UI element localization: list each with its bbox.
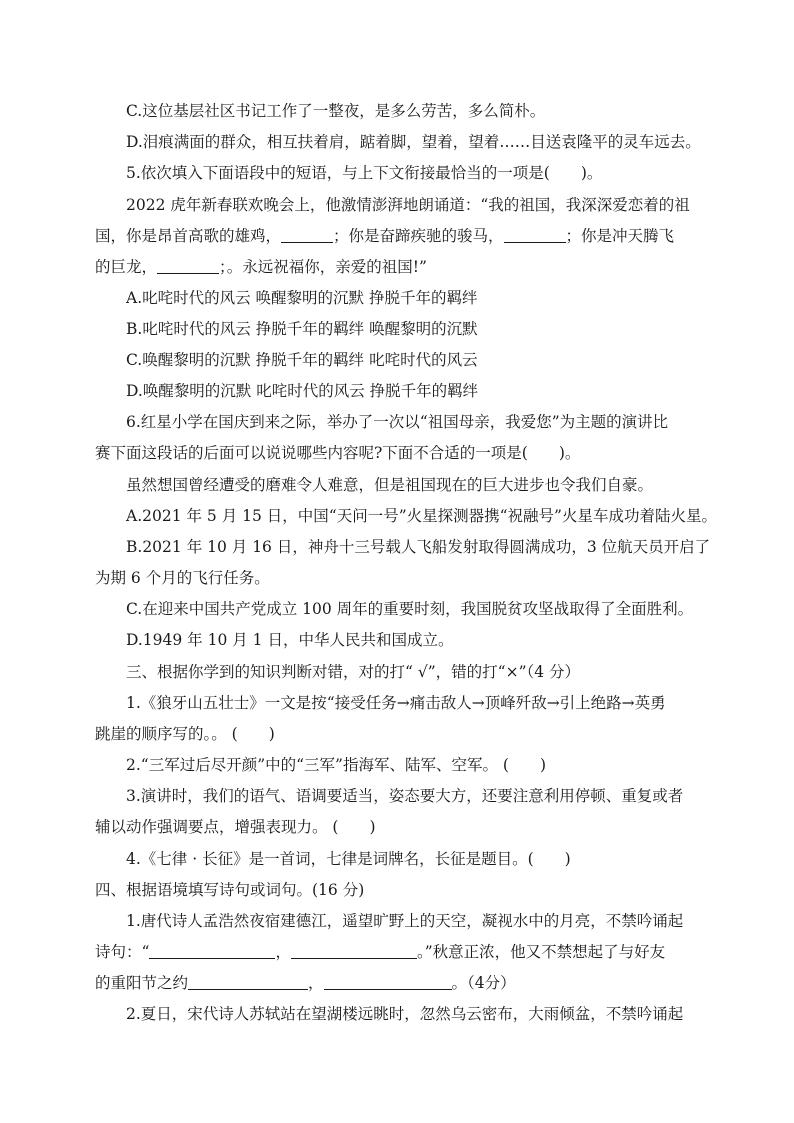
poem-blank-1[interactable] [149, 944, 275, 959]
judge-1-cont: 跳崖的顺序写的。。 ( ) [95, 725, 275, 743]
judge-1: 1.《狼牙山五壮士》一文是按“接受任务→痛击敌人→顶峰歼敌→引上绝路→英勇 [126, 694, 666, 712]
poem-blank-4[interactable] [324, 975, 452, 990]
option-6a: A.2021 年 5 月 15 日，中国“天问一号”火星探测器携“祝融号”火星车成功着陆火星。 [126, 507, 717, 525]
judge-3: 3.演讲时，我们的语气、语调要适当，姿态要大方，还要注意利用停顿、重复或者 [126, 787, 684, 805]
option-d-prev: D.泪痕满面的群众，相互扶着肩，踮着脚，望着，望着……目送袁隆平的灵车远去。 [126, 133, 701, 151]
poem-blank-2[interactable] [291, 944, 417, 959]
option-5a: A.叱咤时代的风云 唤醒黎明的沉默 挣脱千年的羁绊 [126, 289, 478, 307]
passage-line-3: 的巨龙， ；。永远祝福你，亲爱的祖国!” [95, 258, 427, 276]
option-5c-prev: C.这位基层社区书记工作了一整夜，是多么劳苦，多么简朴。 [126, 102, 546, 120]
blank-2[interactable] [504, 228, 566, 243]
blank-3[interactable] [157, 259, 219, 274]
section-3-heading: 三、根据你学到的知识判断对错，对的打“ √”，错的打“×”（4 分） [126, 663, 581, 681]
option-5b: B.叱咤时代的风云 挣脱千年的羁绊 唤醒黎明的沉默 [126, 320, 478, 338]
poem-question-2: 2.夏日，宋代诗人苏轼站在望湖楼远眺时，忽然乌云密布，大雨倾盆，不禁吟诵起 [126, 1005, 684, 1023]
option-6c: C.在迎来中国共产党成立 100 周年的重要时刻，我国脱贫攻坚战取得了全面胜利。 [126, 600, 694, 618]
poem-question-1: 1.唐代诗人孟浩然夜宿建德江，遥望旷野上的天空，凝视水中的月亮，不禁吟诵起 [126, 912, 684, 930]
option-6d: D.1949 年 10 月 1 日，中华人民共和国成立。 [126, 631, 454, 649]
poem-question-1-line2: 诗句：“ ， 。”秋意正浓，他又不禁想起了与好友 [95, 943, 666, 961]
blank-1[interactable] [281, 228, 333, 243]
question-5: 5.依次填入下面语段中的短语，与上下文衔接最恰当的一项是( )。 [126, 164, 603, 182]
judge-4: 4.《七律 · 长征》是一首词，七律是词牌名，长征是题目。( ) [126, 850, 571, 868]
poem-blank-3[interactable] [188, 975, 308, 990]
question-6: 6.红星小学在国庆到来之际，举办了一次以“祖国母亲，我爱您”为主题的演讲比 [126, 413, 669, 431]
option-5d: D.唤醒黎明的沉默 叱咤时代的风云 挣脱千年的羁绊 [126, 382, 479, 400]
judge-2: 2.“三军过后尽开颜”中的“三军”指海军、陆军、空军。 ( ) [126, 756, 547, 774]
section-4-heading: 四、根据语境填写诗句或词句。(16 分) [95, 881, 365, 899]
question-6-cont: 赛下面这段话的后面可以说说哪些内容呢?下面不合适的一项是( )。 [95, 444, 581, 462]
poem-question-1-line3: 的重阳节之约 ， 。（4分） [95, 974, 516, 992]
judge-3-cont: 辅以动作强调要点，增强表现力。 ( ) [95, 818, 376, 836]
option-6b: B.2021 年 10 月 16 日，神舟十三号载人飞船发射取得圆满成功，3 位航天员开启了 [126, 538, 711, 556]
passage-line-2: 国，你是昂首高歌的雄鸡， ；你是奋蹄疾驰的骏马， ；你是冲天腾飞 [95, 227, 675, 245]
question-6-passage: 虽然想国曾经遭受的磨难令人难意，但是祖国现在的巨大进步也令我们自豪。 [126, 476, 654, 494]
option-5c: C.唤醒黎明的沉默 挣脱千年的羁绊 叱咤时代的风云 [126, 351, 478, 369]
option-6b-cont: 为期 6 个月的飞行任务。 [95, 569, 270, 587]
passage-line-1: 2022 虎年新春联欢晚会上，他激情澎湃地朗诵道：“我的祖国，我深深爱恋着的祖 [126, 196, 690, 214]
